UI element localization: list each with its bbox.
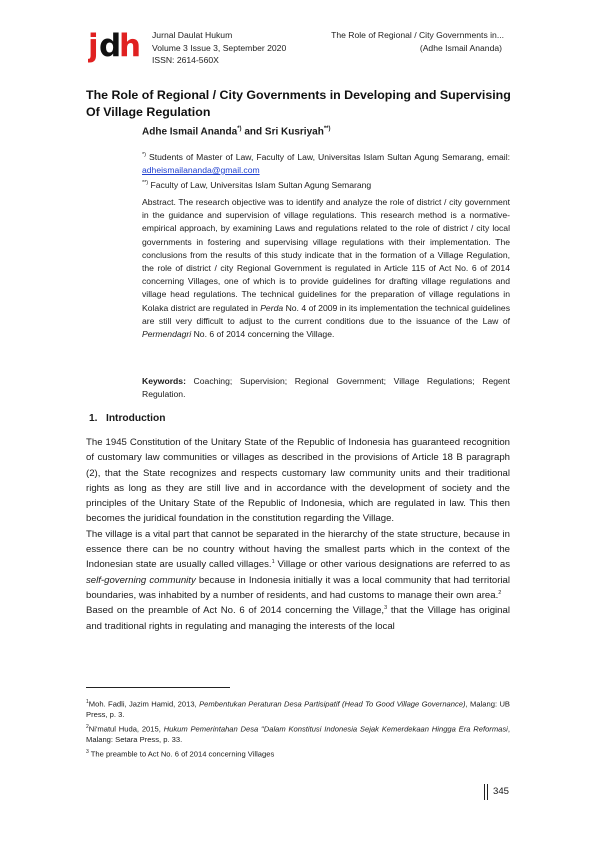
journal-logo — [88, 26, 144, 66]
footnote-2-text-b: , Malang: Setara Press, p. 33. — [86, 724, 510, 745]
author-2-mark: **) — [323, 126, 331, 132]
abstract — [142, 196, 510, 341]
keywords — [142, 375, 510, 401]
paragraph-2 — [86, 527, 510, 603]
footnote-ref-3[interactable]: 3 — [384, 605, 388, 612]
affiliations — [142, 149, 510, 192]
author-email-link[interactable]: adheismailananda@gmail.com — [142, 165, 260, 176]
journal-info — [152, 29, 286, 67]
running-title: The Role of Regional / City Governments in... — [331, 30, 504, 40]
running-author: (Adhe Ismail Ananda) — [419, 42, 502, 53]
abstract-italic-2: Permendagri — [142, 329, 192, 340]
journal-name: Jurnal Daulat Hukum — [152, 30, 233, 40]
footnotes — [86, 697, 510, 761]
affiliation-2-mark: **) — [142, 180, 149, 187]
journal-volume: Volume 3 Issue 3, September 2020 — [152, 42, 287, 53]
p3-text-b: that the Village has original and traditional rights in regulating and managing the interests of the local — [86, 605, 510, 632]
p3-text-a: Based on the preamble of Act No. 6 of 2014 concerning the Village, — [86, 605, 385, 617]
affiliation-2-text: Faculty of Law, Universitas Islam Sultan Agung Semarang — [148, 180, 372, 191]
p2-italic: self-governing community — [86, 574, 196, 586]
footnote-2 — [86, 722, 510, 746]
paper-title: The Role of Regional / City Governments in Developing and Supervising Of Village Regulation — [86, 88, 511, 119]
author-line — [142, 126, 331, 137]
svg-text:d: d — [99, 28, 120, 64]
author-conj: and — [241, 126, 265, 138]
page-number: 345 — [493, 786, 510, 797]
paragraph-1: The 1945 Constitution of the Unitary State of the Republic of Indonesia has guaranteed recognition of customary law communities or villages as described in the provisions of Article 18 B paragraph (2), that the State recognizes and respects customary law community units and their traditional rights as long as they are still live and in accordance with the development of society and the principles of the Unitary State of the Republic of Indonesia, which are regulated in law. This then becomes the juridical foundation in the constitution regarding the Village. — [86, 437, 510, 525]
body-text — [86, 435, 510, 634]
footnote-1-italic: Pembentukan Peraturan Desa Partisipatif (Head To Good Village Governance) — [199, 699, 466, 709]
abstract-italic-1: Perda — [260, 302, 284, 313]
footnote-3-text: The preamble to Act No. 6 of 2014 concerning Villages — [88, 749, 275, 759]
page-number-bar — [484, 784, 485, 800]
footnote-3-mark: 3 — [86, 749, 89, 756]
p2-text-a: The village is a vital part that cannot be separated in the hierarchy of the state structure, because in essence there can be no country without having the smallest parts which in the context of the Indonesian state are usually called villages. — [86, 528, 510, 571]
keywords-label: Keywords: — [142, 376, 186, 386]
affiliation-2 — [142, 177, 510, 192]
footnote-1-text-a: Moh. Fadli, Jazim Hamid, 2013, — [88, 699, 200, 709]
footnote-divider — [86, 687, 230, 688]
affiliation-1-text: Students of Master of Law, Faculty of Law, Universitas Islam Sultan Agung Semarang, email: — [145, 151, 510, 162]
svg-text:h: h — [119, 28, 140, 64]
affiliation-1-mark: *) — [142, 152, 146, 158]
footnote-1-mark: 1 — [86, 699, 89, 705]
running-header — [318, 29, 504, 54]
affiliation-1 — [142, 149, 510, 177]
footnote-2-italic: Hukum Pemerintahan Desa "Dalam Konstitusi Indonesia Sejak Kemerdekaan Hingga Era Reformasi — [163, 724, 508, 734]
footnote-1-text-b: , Malang: UB Press, p. 3. — [86, 699, 510, 720]
author-1-mark: *) — [237, 126, 242, 132]
author-2: Sri Kusriyah — [264, 126, 324, 138]
section-heading — [89, 413, 165, 424]
abstract-text-1: Abstract. The research objective was to identify and analyze the role of district / city government in the guidance and supervision of village regulations. This research method is a normative-empirical approach, by examining Laws and regulations related to the role of district / city local governments in fostering and supervising village regulations with their implementation. The conclusions from the results of this study indicate that in the formation of a Village Regulation, the role of district / city Regional Government is regulated in Article 115 of Act No. 6 of 2014 concerning Villages, one of which is to provide guidelines for drafting village regulations and village head regulations. The technical guidelines for the preparation of village regulations in Kolaka district are regulated in — [142, 197, 510, 313]
paragraph-3 — [86, 603, 510, 634]
p2-text-b: Village or other various designations are referred to as — [274, 559, 511, 571]
footnote-ref-1[interactable]: 1 — [271, 559, 275, 566]
page-number-bar-2 — [487, 784, 488, 800]
footnote-3 — [86, 747, 510, 760]
section-title: Introduction — [106, 413, 166, 424]
p2-text-c: because in Indonesia initially it was a local community that had territorial boundaries, was inhabited by a number of residents, and had customs to manage their own area. — [86, 574, 510, 601]
footnote-1 — [86, 697, 510, 721]
abstract-text-3: No. 6 of 2014 concerning the Village. — [191, 329, 335, 340]
footnote-2-mark: 2 — [86, 724, 89, 731]
footnote-ref-2[interactable]: 2 — [498, 589, 502, 596]
footnote-2-text-a: Ni'matul Huda, 2015, — [88, 724, 164, 734]
abstract-text-2: No. 4 of 2009 in its implementation the technical guidelines are still very difficult to adjust to the current conditions due to the issuance of the Law of — [142, 302, 510, 326]
keywords-text: Coaching; Supervision; Regional Government; Village Regulations; Regent Regulation. — [142, 376, 510, 400]
author-1: Adhe Ismail Ananda — [142, 126, 238, 138]
section-number: 1. — [89, 413, 98, 424]
journal-issn: ISSN: 2614-560X — [152, 55, 219, 66]
svg-text:j: j — [88, 28, 97, 64]
